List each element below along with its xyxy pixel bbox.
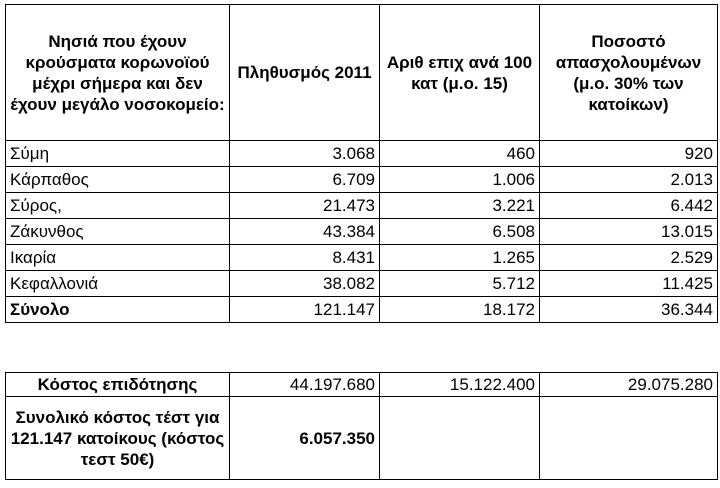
cost-table (5, 372, 718, 480)
businesses-cell: 1.265 (380, 245, 540, 271)
header-islands: Νησιά που έχουν κρούσματα κορωνοϊού μέχρι σήμερα και δεν έχουν μεγάλο νοσοκομείο: (6, 5, 230, 141)
total-label: Σύνολο (6, 297, 230, 323)
empty-cell (540, 397, 718, 480)
employees-cell: 2.013 (540, 167, 718, 193)
subsidy-population: 44.197.680 (230, 373, 380, 397)
subsidy-label: Κόστος επιδότησης (6, 373, 230, 397)
header-population: Πληθυσμός 2011 (230, 5, 380, 141)
table-row (6, 271, 718, 297)
employees-cell: 920 (540, 141, 718, 167)
businesses-cell: 1.006 (380, 167, 540, 193)
total-employees: 36.344 (540, 297, 718, 323)
table-row (6, 167, 718, 193)
table-row (6, 219, 718, 245)
subsidy-businesses: 15.122.400 (380, 373, 540, 397)
businesses-cell: 5.712 (380, 271, 540, 297)
island-name: Σύρος, (6, 193, 230, 219)
population-cell: 21.473 (230, 193, 380, 219)
employees-cell: 13.015 (540, 219, 718, 245)
employees-cell: 11.425 (540, 271, 718, 297)
total-businesses: 18.172 (380, 297, 540, 323)
test-cost-value: 6.057.350 (230, 397, 380, 480)
employees-cell: 6.442 (540, 193, 718, 219)
island-name: Ζάκυνθος (6, 219, 230, 245)
total-row (6, 297, 718, 323)
island-name: Κεφαλλονιά (6, 271, 230, 297)
businesses-cell: 3.221 (380, 193, 540, 219)
header-row (6, 5, 718, 141)
businesses-cell: 6.508 (380, 219, 540, 245)
header-employees: Ποσοστό απασχολουμένων (μ.ο. 30% των κατοίκων) (540, 5, 718, 141)
population-cell: 6.709 (230, 167, 380, 193)
businesses-cell: 460 (380, 141, 540, 167)
total-population: 121.147 (230, 297, 380, 323)
test-cost-row (6, 397, 718, 480)
population-cell: 3.068 (230, 141, 380, 167)
test-cost-label: Συνολικό κόστος τέστ για 121.147 κατοίκους (κόστος τεστ 50€) (6, 397, 230, 480)
population-cell: 38.082 (230, 271, 380, 297)
empty-cell (380, 397, 540, 480)
island-name: Κάρπαθος (6, 167, 230, 193)
island-name: Ικαρία (6, 245, 230, 271)
islands-table (5, 4, 718, 323)
table-row (6, 193, 718, 219)
table-row (6, 141, 718, 167)
population-cell: 43.384 (230, 219, 380, 245)
header-businesses: Αριθ επιχ ανά 100 κατ (μ.ο. 15) (380, 5, 540, 141)
employees-cell: 2.529 (540, 245, 718, 271)
subsidy-employees: 29.075.280 (540, 373, 718, 397)
subsidy-row (6, 373, 718, 397)
island-name: Σύμη (6, 141, 230, 167)
population-cell: 8.431 (230, 245, 380, 271)
table-row (6, 245, 718, 271)
